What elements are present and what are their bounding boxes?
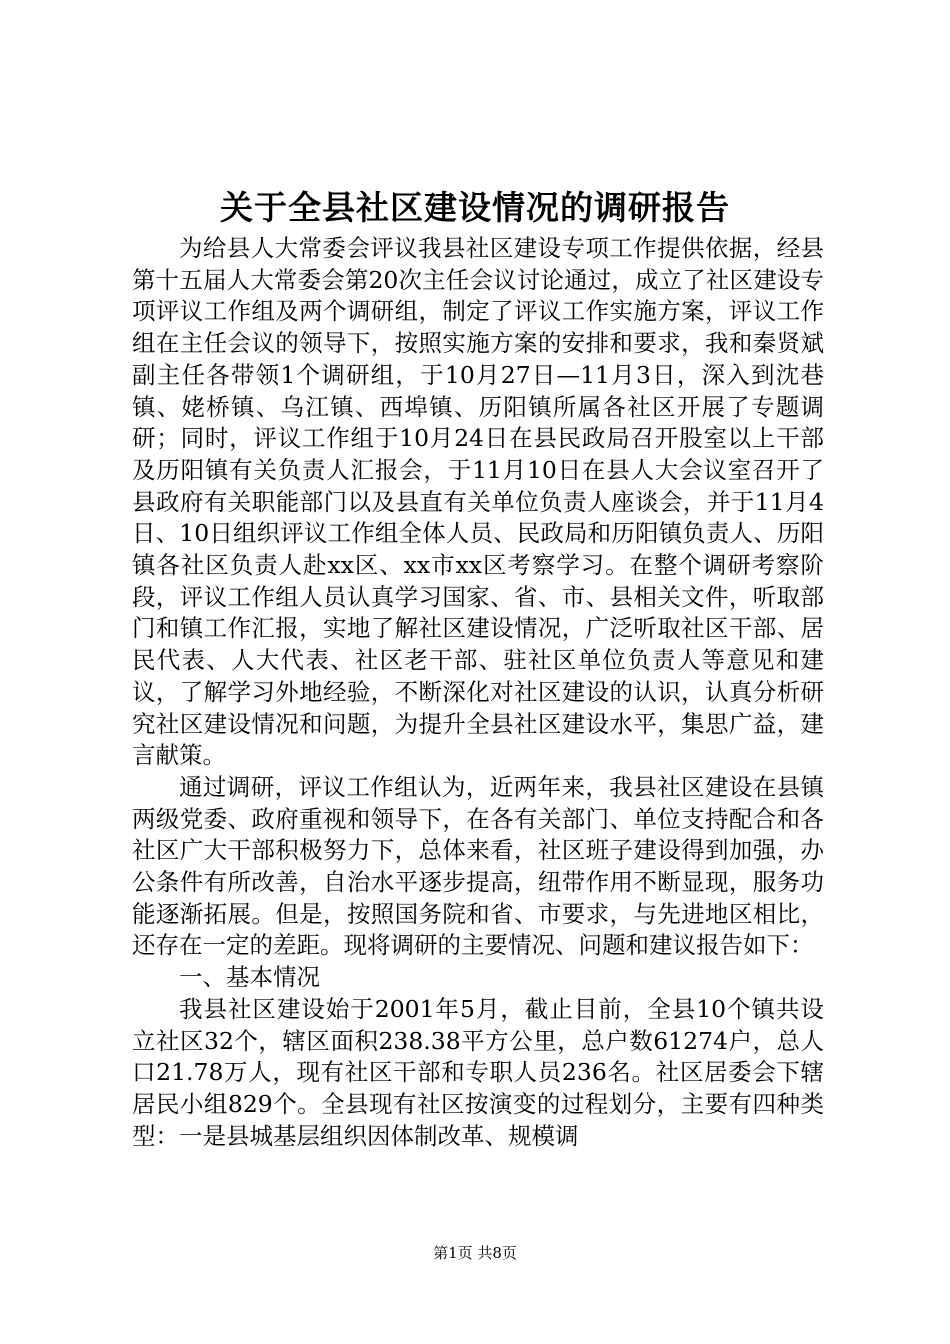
section-heading-basic-situation: 一、基本情况 xyxy=(179,963,320,992)
page-number-footer: 第1页 共8页 xyxy=(433,1244,517,1262)
paragraph-intro: 为给县人大常委会评议我县社区建设专项工作提供依据，经县第十五届人大常委会第20次主任会议讨论通过，成立了社区建设专项评议工作组及两个调研组，制定了评议工作实施方案，评议工作组在主任会议的领导下，按照实施方案的安排和要求，我和秦贤斌副主任各带领1个调研组，于10月27日—11月3日，深入到沈巷镇、姥桥镇、乌江镇、西埠镇、历阳镇所属各社区开展了专题调研；同时，评议工作组于10月24日在县民政局召开股室以上干部及历阳镇有关负责人汇报会，于11月10日在县人大会议室召开了县政府有关职能部门以及县直有关单位负责人座谈会，并于11月4日、10日组织评议工作组全体人员、民政局和历阳镇负责人、历阳镇各社区负责人赴xx区、xx市xx区考察学习。在整个调研考察阶段，评议工作组人员认真学习国家、省、市、县相关文件，听取部门和镇工作汇报，实地了解社区建设情况，广泛听取社区干部、居民代表、人大代表、社区老干部、驻社区单位负责人等意见和建议，了解学习外地经验，不断深化对社区建设的认识，认真分析研究社区建设情况和问题，为提升全县社区建设水平，集思广益，建言献策。 xyxy=(132,234,824,770)
document-body xyxy=(132,233,824,1152)
paragraph-basic-situation: 我县社区建设始于2001年5月，截止目前，全县10个镇共设立社区32个，辖区面积238.38平方公里，总户数61274户，总人口21.78万人，现有社区干部和专职人员236名。社区居委会下辖居民小组829个。全县现有社区按演变的过程划分，主要有四种类型：一是县城基层组织因体制改革、规模调 xyxy=(132,994,824,1150)
document-title: 关于全县社区建设情况的调研报告 xyxy=(220,188,730,227)
paragraph-summary: 通过调研，评议工作组认为，近两年来，我县社区建设在县镇两级党委、政府重视和领导下，在各有关部门、单位支持配合和各社区广大干部积极努力下，总体来看，社区班子建设得到加强，办公条件有所改善，自治水平逐步提高，纽带作用不断显现，服务功能逐渐拓展。但是，按照国务院和省、市要求，与先进地区相比，还存在一定的差距。现将调研的主要情况、问题和建议报告如下： xyxy=(132,772,824,960)
